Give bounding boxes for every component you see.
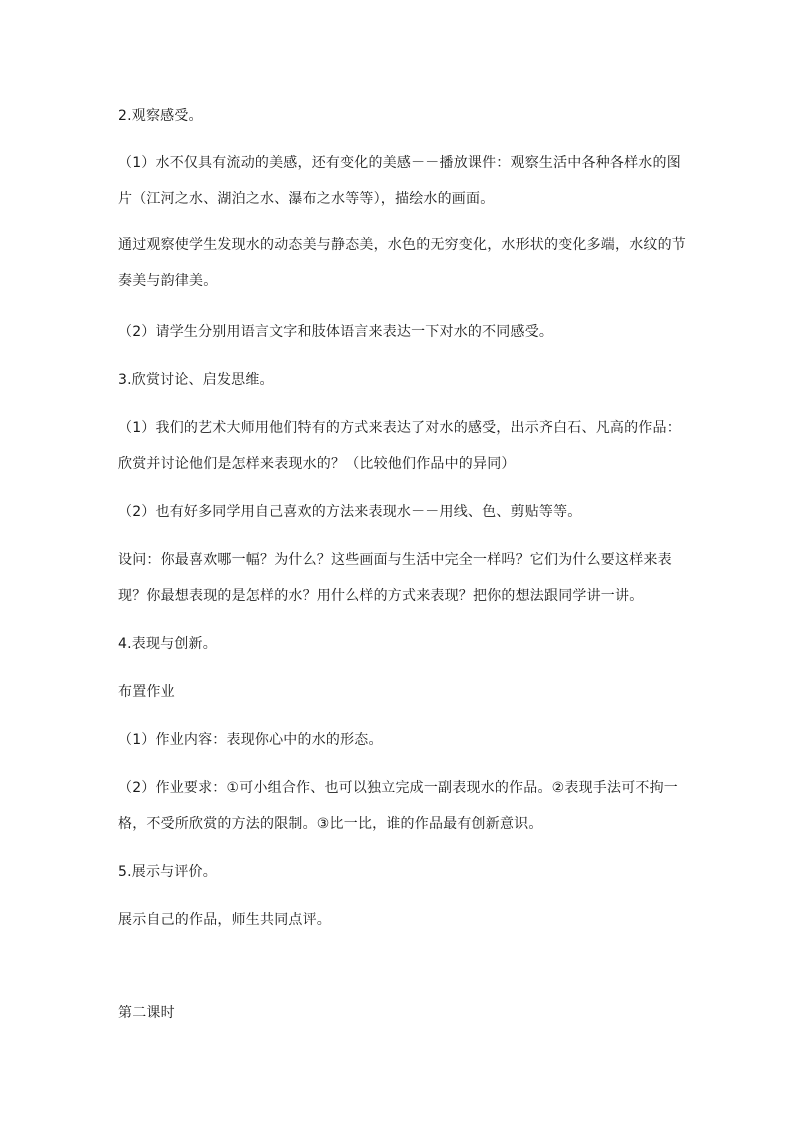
paragraph-line: 奏美与韵律美。 — [118, 273, 218, 289]
paragraph-line: 片（江河之水、湖泊之水、瀑布之水等等），描绘水的画面。 — [118, 191, 495, 207]
paragraph-line: 格，不受所欣赏的方法的限制。③比一比，谁的作品最有创新意识。 — [118, 816, 543, 832]
paragraph-line: 欣赏并讨论他们是怎样来表现水的？（比较他们作品中的异同） — [118, 456, 516, 472]
paragraph-line: （2）请学生分别用语言文字和肢体语言来表达一下对水的不同感受。 — [118, 324, 554, 340]
paragraph-line: （2）作业要求：①可小组合作、也可以独立完成一副表现水的作品。②表现手法可不拘一 — [118, 780, 679, 796]
heading-express: 4.表现与创新。 — [118, 636, 217, 652]
paragraph-line: （2）也有好多同学用自己喜欢的方法来表现水－－用线、色、剪贴等等。 — [118, 504, 582, 520]
heading-observe: 2.观察感受。 — [118, 108, 203, 124]
heading-second-lesson: 第二课时 — [118, 1005, 175, 1021]
heading-display: 5.展示与评价。 — [118, 864, 217, 880]
paragraph-line: （1）作业内容：表现你心中的水的形态。 — [118, 732, 383, 748]
paragraph-line: 设问：你最喜欢哪一幅？为什么？这些画面与生活中完全一样吗？它们为什么要这样来表 — [118, 552, 672, 568]
paragraph-line: 现？你最想表现的是怎样的水？用什么样的方式来表现？把你的想法跟同学讲一讲。 — [118, 588, 644, 604]
paragraph-line: （1）我们的艺术大师用他们特有的方式来表达了对水的感受，出示齐白石、凡高的作品： — [118, 420, 681, 436]
heading-appreciate: 3.欣赏讨论、启发思维。 — [118, 372, 274, 388]
paragraph-line: （1）水不仅具有流动的美感，还有变化的美感－－播放课件：观察生活中各种各样水的图 — [118, 155, 681, 171]
paragraph-line: 展示自己的作品，师生共同点评。 — [118, 912, 331, 928]
heading-homework: 布置作业 — [118, 684, 175, 700]
paragraph-line: 通过观察使学生发现水的动态美与静态美，水色的无穷变化，水形状的变化多端，水纹的节 — [118, 237, 686, 253]
